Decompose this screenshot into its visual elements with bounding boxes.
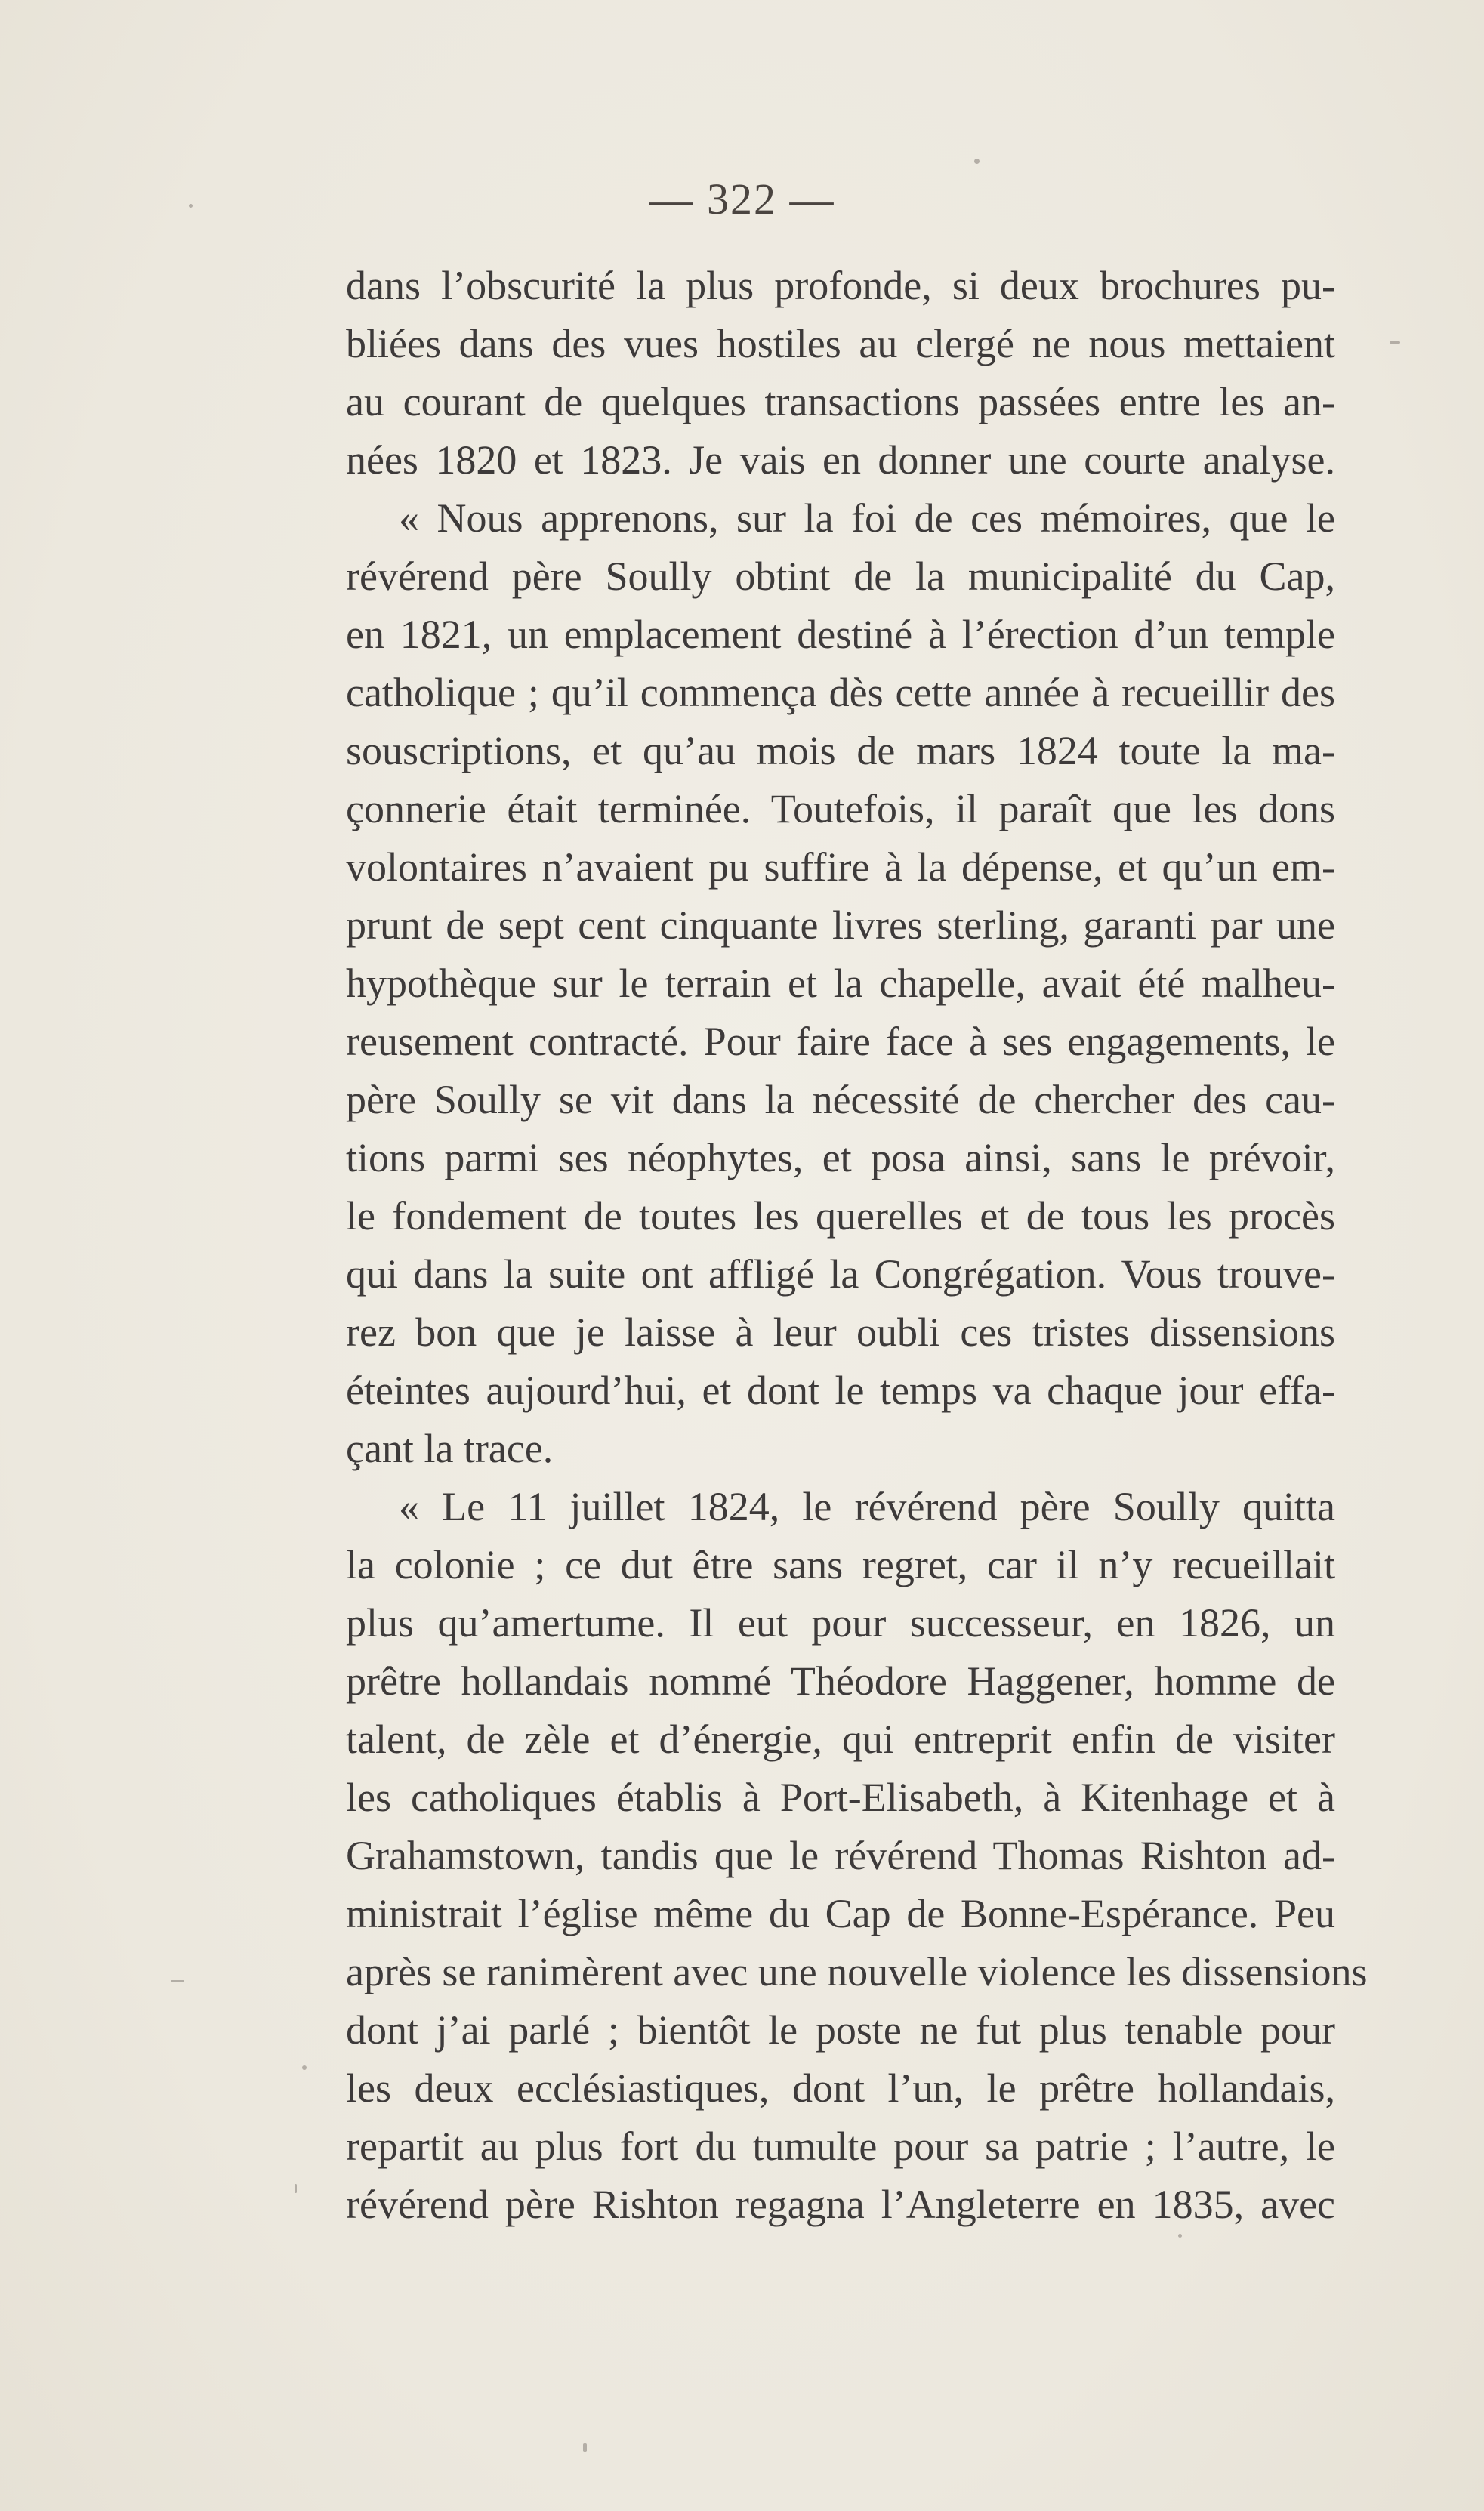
text-line: en 1821, un emplacement destiné à l’érection d’un temple (346, 612, 1335, 657)
text-line: nées 1820 et 1823. Je vais en donner une courte analyse. (346, 437, 1335, 483)
text-line: après se ranimèrent avec une nouvelle violence les dissensions (346, 1949, 1368, 1994)
text-line: dont j’ai parlé ; bientôt le poste ne fut plus tenable pour (346, 2007, 1335, 2053)
text-line: talent, de zèle et d’énergie, qui entreprit enfin de visiter (346, 1717, 1335, 1762)
text-line: révérend père Soully obtint de la municipalité du Cap, (346, 554, 1335, 599)
text-line: qui dans la suite ont affligé la Congrégation. Vous trouve- (346, 1251, 1335, 1297)
paper-speck (295, 2184, 297, 2193)
text-line: prunt de sept cent cinquante livres sterling, garanti par une (346, 902, 1335, 948)
text-line: père Soully se vit dans la nécessité de chercher des cau- (346, 1077, 1335, 1122)
text-line: le fondement de toutes les querelles et de tous les procès (346, 1193, 1335, 1239)
body-text (346, 257, 1368, 2234)
text-line: reusement contracté. Pour faire face à ses engagements, le (346, 1019, 1335, 1064)
text-line: les deux ecclésiastiques, dont l’un, le prêtre hollandais, (346, 2065, 1335, 2111)
text-line: plus qu’amertume. Il eut pour successeur, en 1826, un (346, 1600, 1335, 1646)
text-line: éteintes aujourd’hui, et dont le temps va chaque jour effa- (346, 1368, 1335, 1413)
text-line: révérend père Rishton regagna l’Angleterre en 1835, avec (346, 2182, 1335, 2227)
paper-speck (1178, 2234, 1182, 2238)
paper-speck (583, 2443, 587, 2452)
text-line: prêtre hollandais nommé Théodore Haggener, homme de (346, 1658, 1335, 1704)
text-line: ministrait l’église même du Cap de Bonne-Espérance. Peu (346, 1891, 1335, 1936)
paper-speck (171, 1980, 184, 1982)
text-line: çant la trace. (346, 1426, 554, 1471)
text-line: « Le 11 juillet 1824, le révérend père Soully quitta (399, 1484, 1335, 1529)
text-line: catholique ; qu’il commença dès cette année à recueillir des (346, 670, 1335, 715)
paper-speck (189, 204, 193, 208)
page-number: — 322 — (649, 174, 835, 224)
text-line: hypothèque sur le terrain et la chapelle, avait été malheu- (346, 961, 1335, 1006)
paper-speck (974, 159, 980, 164)
text-line: tions parmi ses néophytes, et posa ainsi, sans le prévoir, (346, 1135, 1335, 1180)
text-line: souscriptions, et qu’au mois de mars 1824 toute la ma- (346, 728, 1335, 773)
text-line: les catholiques établis à Port-Elisabeth, à Kitenhage et à (346, 1775, 1335, 1820)
text-line: au courant de quelques transactions passées entre les an- (346, 379, 1335, 424)
text-line: repartit au plus fort du tumulte pour sa patrie ; l’autre, le (346, 2124, 1335, 2169)
paper-speck (1390, 341, 1400, 344)
text-line: dans l’obscurité la plus profonde, si deux brochures pu- (346, 263, 1335, 308)
text-line: volontaires n’avaient pu suffire à la dépense, et qu’un em- (346, 844, 1335, 890)
text-line: la colonie ; ce dut être sans regret, car il n’y recueillait (346, 1542, 1335, 1587)
text-line: rez bon que je laisse à leur oubli ces tristes dissensions (346, 1309, 1335, 1355)
paper-speck (302, 2065, 307, 2070)
text-line: bliées dans des vues hostiles au clergé ne nous mettaient (346, 321, 1335, 366)
text-line: « Nous apprenons, sur la foi de ces mémoires, que le (399, 495, 1335, 541)
text-line: Grahamstown, tandis que le révérend Thomas Rishton ad- (346, 1833, 1335, 1878)
text-line: çonnerie était terminée. Toutefois, il paraît que les dons (346, 786, 1335, 831)
